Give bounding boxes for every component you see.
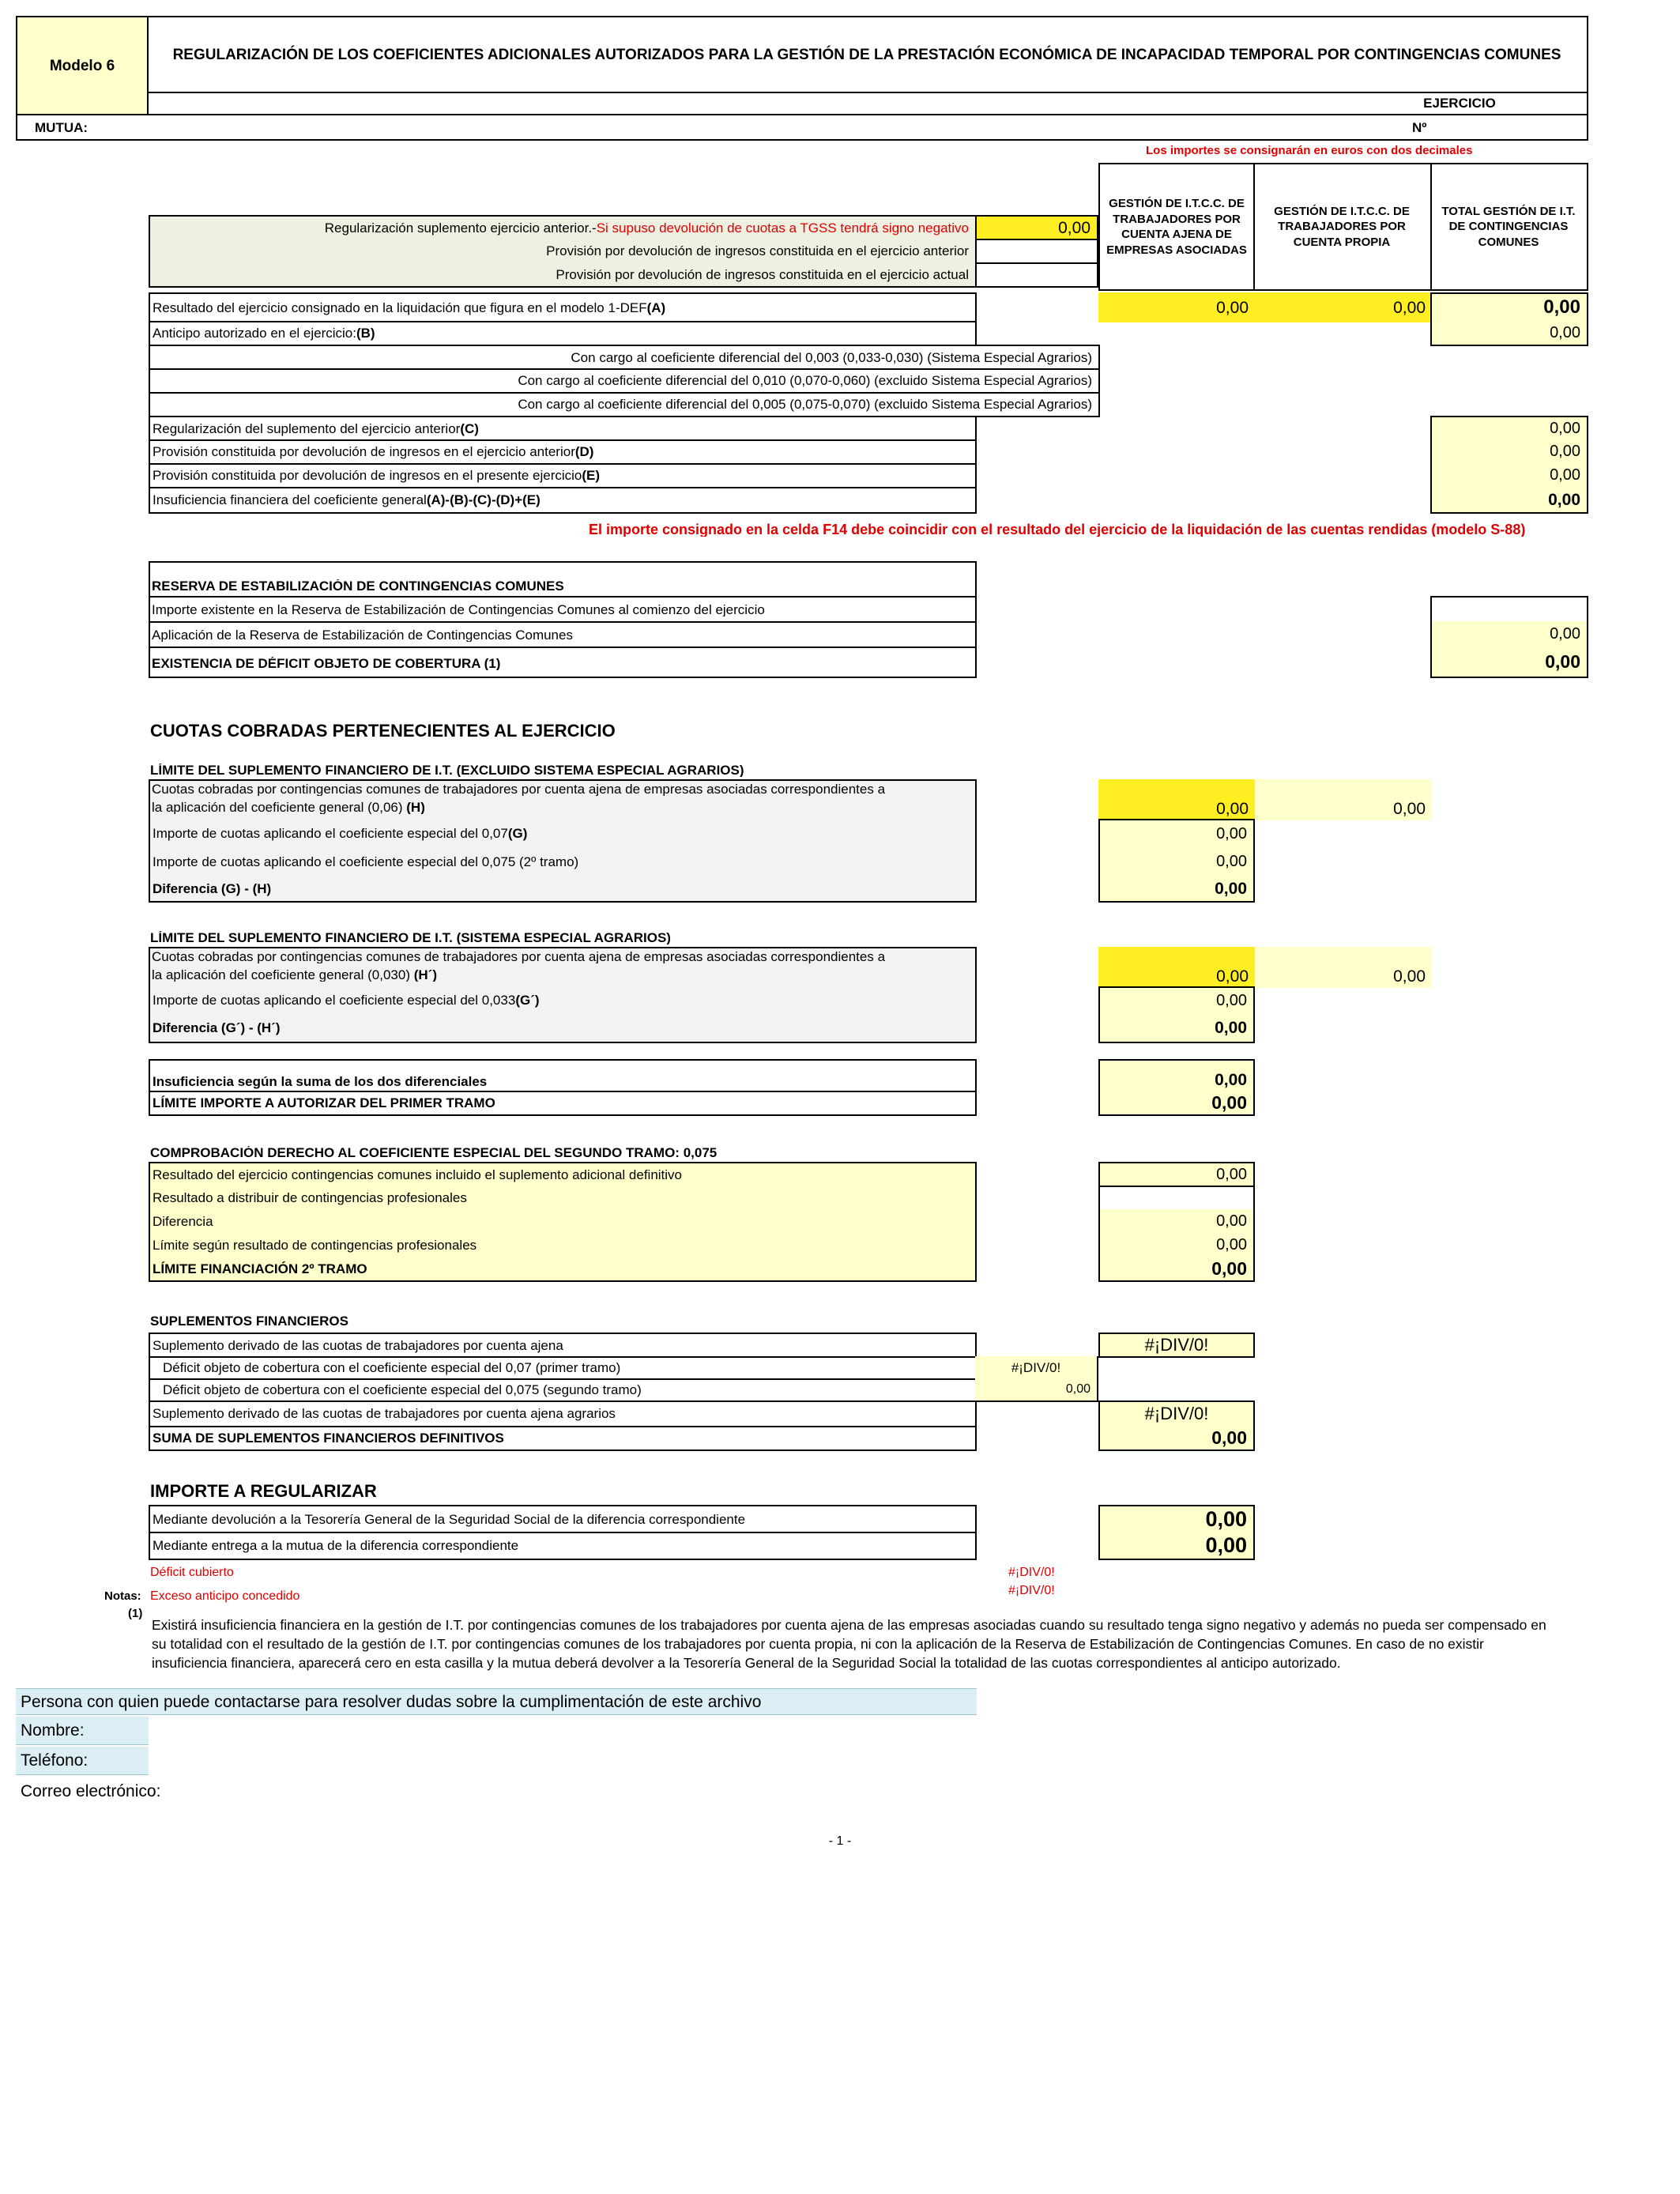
l2-dif-value: 0,00	[1215, 1018, 1247, 1037]
exceso-anticipo-note: Exceso anticipo concedido	[150, 1590, 300, 1603]
ins-suma-label: Insuficiencia según la suma de los dos diferenciales	[153, 1074, 488, 1089]
supl-r2-label: Déficit objeto de cobertura con el coeficiente especial del 0,07 (primer tramo)	[163, 1359, 621, 1375]
l1-g-row	[149, 819, 977, 849]
reserva-aplicacion-value: 0,00	[1550, 625, 1580, 643]
deficit-cubierto-note: Déficit cubierto	[150, 1566, 234, 1579]
l2-g-label: Importe de cuotas aplicando el coeficiente especial del 0,033	[153, 992, 516, 1008]
prov-e-total-value: 0,00	[1550, 466, 1580, 484]
supl-r1-row	[149, 1333, 977, 1358]
prov-anterior-label: Provisión por devolución de ingresos constituida en el ejercicio anterior	[546, 243, 969, 258]
cargo-003-label: Con cargo al coeficiente diferencial del 0,003 (0,033-0,030) (Sistema Especial Agrarios)	[571, 349, 1092, 365]
model-label	[16, 16, 149, 115]
l2-g-value-cell	[1098, 986, 1255, 1015]
anticipo-row	[149, 321, 977, 346]
resultado-ajena-value: 0,00	[1216, 298, 1249, 317]
insuficiencia-total-value: 0,00	[1548, 490, 1580, 509]
cargo-010-label: Con cargo al coeficiente diferencial del 0,010 (0,070-0,060) (excluido Sistema Especial Agrarios)	[518, 372, 1092, 388]
imp-title: IMPORTE A REGULARIZAR	[150, 1483, 377, 1500]
l2-dif-value-cell	[1098, 1013, 1255, 1043]
reg-supl-label: Regularización suplemento ejercicio anterior.-	[324, 220, 597, 236]
comp-r3-row	[149, 1209, 977, 1235]
l1-cuotas-label-2: la aplicación del coeficiente general (0,06)	[152, 801, 407, 814]
l1-cuotas-letter: (H)	[406, 801, 425, 814]
prov-actual-row	[149, 262, 977, 288]
col-header-total	[1430, 163, 1588, 291]
resultado-propia-value: 0,00	[1393, 298, 1426, 317]
l2-g-row	[149, 986, 977, 1015]
supl-r5-value: 0,00	[1211, 1427, 1247, 1448]
resultado-ajena[interactable]	[1098, 292, 1255, 322]
insuficiencia-label: Insuficiencia financiera del coeficiente general	[153, 492, 427, 507]
l2-cuotas-ajena[interactable]	[1098, 947, 1255, 988]
supl-r1-value-cell	[1098, 1333, 1255, 1358]
comp-r4-row	[149, 1233, 977, 1258]
reserva-divider	[149, 596, 977, 598]
comp-r1-value: 0,00	[1216, 1166, 1247, 1183]
imp-r1-value: 0,00	[1205, 1506, 1247, 1531]
prov-d-label: Provisión constituida por devolución de ingresos en el ejercicio anterior	[153, 443, 575, 459]
reg-anterior-row	[149, 416, 977, 441]
supl-r1-value: #¡DIV/0!	[1144, 1335, 1209, 1355]
reg-anterior-total	[1430, 416, 1588, 441]
prov-d-total	[1430, 439, 1588, 465]
reserva-existente-input[interactable]	[1430, 596, 1588, 623]
imp-r2-row	[149, 1532, 977, 1560]
mutua-label: MUTUA:	[35, 119, 89, 135]
deficit-cobertura-label: EXISTENCIA DE DÉFICIT OBJETO DE COBERTURA (1)	[152, 657, 501, 670]
l2-cuotas-ajena-value: 0,00	[1216, 967, 1249, 986]
resultado-propia[interactable]	[1255, 292, 1432, 322]
supl-r4-label: Suplemento derivado de las cuotas de trabajadores por cuenta ajena agrarios	[153, 1405, 616, 1421]
resultado-row	[149, 292, 977, 322]
supl-title: SUPLEMENTOS FINANCIEROS	[150, 1314, 348, 1328]
form-title-text: REGULARIZACIÓN DE LOS COEFICIENTES ADICIONALES AUTORIZADOS PARA LA GESTIÓN DE LA PRESTACIÓN ECONÓMICA DE INCAPACIDAD TEMPORAL POR CONTINGENCIAS COMUNES	[172, 46, 1561, 63]
contact-title-row	[16, 1688, 977, 1715]
l1-g-value-cell	[1098, 819, 1255, 849]
l2-dif-row	[149, 1013, 977, 1043]
contact-correo-label: Correo electrónico:	[21, 1781, 161, 1800]
comp-r3-label: Diferencia	[153, 1213, 213, 1229]
prov-actual-label: Provisión por devolución de ingresos constituida en el ejercicio actual	[556, 266, 969, 282]
col-header-ajena	[1098, 163, 1255, 291]
l1-g-letter: (G)	[507, 825, 528, 841]
contact-telefono-label-cell	[16, 1747, 149, 1775]
supl-r3-label: Déficit objeto de cobertura con el coeficiente especial del 0,075 (segundo tramo)	[163, 1382, 642, 1397]
comp-r5-label: LÍMITE FINANCIACIÓN 2º TRAMO	[153, 1261, 367, 1276]
contact-nombre-label-cell	[16, 1717, 149, 1745]
comp-r1-value-cell	[1098, 1162, 1255, 1187]
reg-supl-warning: Si supuso devolución de cuotas a TGSS tendrá signo negativo	[596, 220, 969, 236]
f14-warning: El importe consignado en la celda F14 debe coincidir con el resultado del ejercicio de la liquidación de las cuentas rendidas (modelo S-88)	[589, 522, 1526, 537]
anticipo-total-value: 0,00	[1550, 324, 1580, 341]
comp-r3-value-cell	[1098, 1209, 1255, 1235]
col-header-propia	[1253, 163, 1432, 291]
imp-r1-label: Mediante devolución a la Tesorería General de la Seguridad Social de la diferencia correspondiente	[153, 1511, 746, 1527]
anticipo-letter: (B)	[356, 325, 375, 341]
footnote-line-2: su totalidad con el resultado de la gestión de I.T. por contingencias comunes de los trabajadores por cuenta propia, ni con la aplicación de la Reserva de Estabilización de Contingencias Comunes. En caso de no existir	[152, 1638, 1484, 1652]
deficit-cobertura-total	[1430, 647, 1588, 678]
imp-r2-value-cell	[1098, 1532, 1255, 1560]
l1-dif-row	[149, 876, 977, 903]
comp-r4-label: Límite según resultado de contingencias profesionales	[153, 1237, 477, 1253]
footnote-number: (1)	[128, 1608, 143, 1619]
comp-r4-value-cell	[1098, 1233, 1255, 1258]
comp-r5-value: 0,00	[1211, 1257, 1247, 1279]
prov-e-label: Provisión constituida por devolución de ingresos en el presente ejercicio	[153, 467, 582, 483]
l1-075-label: Importe de cuotas aplicando el coeficiente especial del 0,075 (2º tramo)	[153, 854, 579, 869]
cargo-005-row	[149, 392, 1100, 417]
imp-r1-row	[149, 1505, 977, 1533]
anticipo-label: Anticipo autorizado en el ejercicio:	[153, 325, 356, 341]
contact-nombre-label: Nombre:	[21, 1721, 85, 1740]
supl-r5-value-cell	[1098, 1426, 1255, 1451]
prov-e-row	[149, 463, 977, 488]
contact-telefono-label: Teléfono:	[21, 1751, 89, 1770]
reserva-existente-label: Importe existente en la Reserva de Estabilización de Contingencias Comunes al comienzo del ejercicio	[152, 603, 765, 616]
reg-supl-input[interactable]	[975, 215, 1098, 240]
comp-r1-label: Resultado del ejercicio contingencias comunes incluido el suplemento adicional definitivo	[153, 1167, 683, 1182]
l1-cuotas-ajena[interactable]	[1098, 779, 1255, 820]
comp-r2-label: Resultado a distribuir de contingencias profesionales	[153, 1189, 467, 1205]
reserva-divider-3	[149, 647, 977, 648]
resultado-label: Resultado del ejercicio consignado en la liquidación que figura en el modelo 1-DEF	[153, 300, 647, 315]
l2-cuotas-label-1: Cuotas cobradas por contingencias comunes de trabajadores por cuenta ajena de empresas asociadas correspondientes a	[152, 950, 886, 963]
l1-dif-value: 0,00	[1215, 879, 1247, 898]
reg-supl-value: 0,00	[1058, 218, 1090, 237]
footnote-line-1: Existirá insuficiencia financiera en la gestión de I.T. por contingencias comunes de los trabajadores por cuenta ajena de las empresas asociadas cuando su resultado tenga signo negativo y además no pueda ser compensado en	[152, 1619, 1546, 1633]
supl-r5-label: SUMA DE SUPLEMENTOS FINANCIEROS DEFINITIVOS	[153, 1430, 504, 1446]
supl-r2-value: #¡DIV/0!	[1011, 1359, 1061, 1375]
prov-anterior-input[interactable]	[975, 239, 1098, 264]
supl-r5-row	[149, 1426, 977, 1451]
supl-r4-value: #¡DIV/0!	[1144, 1404, 1209, 1423]
l1-g-label: Importe de cuotas aplicando el coeficiente especial del 0,07	[153, 825, 508, 841]
supl-r1-label: Suplemento derivado de las cuotas de trabajadores por cuenta ajena	[153, 1337, 563, 1353]
ins-suma-value: 0,00	[1215, 1071, 1247, 1089]
resultado-letter: (A)	[646, 300, 666, 315]
reserva-aplicacion-label: Aplicación de la Reserva de Estabilización de Contingencias Comunes	[152, 628, 573, 642]
l1-075-value-cell	[1098, 847, 1255, 877]
supl-r2-row	[149, 1356, 977, 1380]
col-header-propia-text: GESTIÓN DE I.T.C.C. DE TRABAJADORES POR CUENTA PROPIA	[1274, 204, 1410, 249]
prov-anterior-row	[149, 239, 977, 264]
insuficiencia-row	[149, 487, 977, 514]
l1-075-row	[149, 847, 977, 877]
supl-r3-value-cell	[975, 1378, 1098, 1402]
comp-r2-row	[149, 1186, 977, 1211]
supl-r3-value: 0,00	[1065, 1382, 1090, 1396]
imp-r1-value-cell	[1098, 1505, 1255, 1533]
l2-dif-label: Diferencia (G´) - (H´)	[153, 1020, 281, 1035]
deficit-cobertura-value: 0,00	[1545, 650, 1580, 672]
mutua-row	[16, 114, 1588, 141]
resultado-total-value: 0,00	[1543, 296, 1580, 318]
reg-anterior-total-value: 0,00	[1550, 420, 1580, 437]
form-title	[147, 16, 1588, 93]
l1-cuotas-propia-value: 0,00	[1393, 800, 1426, 818]
prov-e-letter: (E)	[582, 467, 601, 483]
l2-cuotas-letter: (H´)	[413, 968, 437, 982]
supl-r4-value-cell	[1098, 1400, 1255, 1427]
deficit-cubierto-value: #¡DIV/0!	[1008, 1566, 1055, 1579]
model-text: Modelo 6	[49, 57, 115, 74]
comp-r4-value: 0,00	[1216, 1236, 1247, 1253]
l2-cuotas-propia	[1255, 947, 1432, 988]
col-header-total-text: TOTAL GESTIÓN DE I.T. DE CONTINGENCIAS COMUNES	[1441, 204, 1576, 249]
ejercicio-text: EJERCICIO	[1423, 95, 1496, 111]
ins-suma-value-cell	[1098, 1059, 1255, 1092]
comp-r3-value: 0,00	[1216, 1212, 1247, 1230]
reg-anterior-label: Regularización del suplemento del ejercicio anterior	[153, 420, 461, 436]
imp-r2-label: Mediante entrega a la mutua de la diferencia correspondiente	[153, 1537, 519, 1553]
notas-label: Notas:	[104, 1590, 141, 1602]
supl-r3-row	[149, 1378, 977, 1402]
comp-r1-row	[149, 1162, 977, 1187]
cargo-010-row	[149, 368, 1100, 394]
prov-actual-input[interactable]	[975, 262, 1098, 288]
comp-r2-input[interactable]	[1098, 1186, 1255, 1211]
resultado-total	[1430, 292, 1588, 322]
comp-r5-value-cell	[1098, 1257, 1255, 1282]
comp-r5-row	[149, 1257, 977, 1282]
l1-g-value: 0,00	[1216, 825, 1247, 843]
reg-anterior-letter: (C)	[460, 420, 479, 436]
prov-d-row	[149, 439, 977, 465]
lim-primer-label: LÍMITE IMPORTE A AUTORIZAR DEL PRIMER TRAMO	[153, 1095, 495, 1110]
l1-cuotas-ajena-value: 0,00	[1216, 800, 1249, 818]
col-header-ajena-text: GESTIÓN DE I.T.C.C. DE TRABAJADORES POR CUENTA AJENA DE EMPRESAS ASOCIADAS	[1106, 197, 1247, 257]
reserva-aplicacion-total	[1430, 621, 1588, 648]
limite1-title: LÍMITE DEL SUPLEMENTO FINANCIERO DE I.T. (EXCLUIDO SISTEMA ESPECIAL AGRARIOS)	[150, 763, 744, 777]
lim-primer-value: 0,00	[1211, 1091, 1247, 1113]
l2-g-value: 0,00	[1216, 992, 1247, 1009]
lim-primer-value-cell	[1098, 1091, 1255, 1116]
l1-075-value: 0,00	[1216, 853, 1247, 870]
contact-correo-label-cell	[16, 1777, 205, 1805]
page-number: - 1 -	[828, 1835, 852, 1848]
l1-cuotas-propia	[1255, 779, 1432, 820]
l1-cuotas-label-1: Cuotas cobradas por contingencias comunes de trabajadores por cuenta ajena de empresas asociadas correspondientes a	[152, 782, 886, 796]
cuotas-title: CUOTAS COBRADAS PERTENECIENTES AL EJERCICIO	[150, 722, 616, 740]
contact-title: Persona con quien puede contactarse para resolver dudas sobre la cumplimentación de este archivo	[21, 1692, 762, 1711]
ejercicio-label	[147, 92, 1588, 115]
numero-label: Nº	[1412, 119, 1427, 135]
limite2-title: LÍMITE DEL SUPLEMENTO FINANCIERO DE I.T. (SISTEMA ESPECIAL AGRARIOS)	[150, 931, 671, 944]
prov-e-total	[1430, 463, 1588, 488]
anticipo-total	[1430, 321, 1588, 346]
ins-suma-row	[149, 1059, 977, 1092]
prov-d-letter: (D)	[574, 443, 594, 459]
l2-g-letter: (G´)	[515, 992, 540, 1008]
exceso-anticipo-value: #¡DIV/0!	[1008, 1585, 1055, 1597]
l2-cuotas-propia-value: 0,00	[1393, 967, 1426, 986]
lim-primer-row	[149, 1091, 977, 1116]
imp-r2-value: 0,00	[1205, 1532, 1247, 1557]
reserva-title: RESERVA DE ESTABILIZACIÓN DE CONTINGENCIAS COMUNES	[152, 579, 564, 593]
supl-r4-row	[149, 1400, 977, 1427]
cargo-005-label: Con cargo al coeficiente diferencial del 0,005 (0,075-0,070) (excluido Sistema Especial Agrarios)	[518, 396, 1092, 412]
comp-title: COMPROBACIÓN DERECHO AL COEFICIENTE ESPECIAL DEL SEGUNDO TRAMO: 0,075	[150, 1146, 718, 1159]
reserva-divider-2	[149, 621, 977, 623]
insuficiencia-total	[1430, 487, 1588, 514]
insuficiencia-letter: (A)-(B)-(C)-(D)+(E)	[426, 492, 541, 507]
footnote-line-3: insuficiencia financiera, aparecerá cero en esta casilla y la mutua deberá devolver a la Tesorería General de la Seguridad Social la totalidad de las cuotas correspondientes al anticipo autorizado.	[152, 1657, 1341, 1671]
note-euros: Los importes se consignarán en euros con dos decimales	[1146, 145, 1473, 156]
l2-cuotas-label-2: la aplicación del coeficiente general (0,030)	[152, 968, 414, 982]
supl-r2-value-cell	[975, 1356, 1098, 1380]
cargo-003-row	[149, 345, 1100, 370]
l1-dif-label: Diferencia (G) - (H)	[153, 880, 272, 896]
l1-dif-value-cell	[1098, 876, 1255, 903]
prov-d-total-value: 0,00	[1550, 443, 1580, 460]
reg-supl-row	[149, 215, 977, 240]
